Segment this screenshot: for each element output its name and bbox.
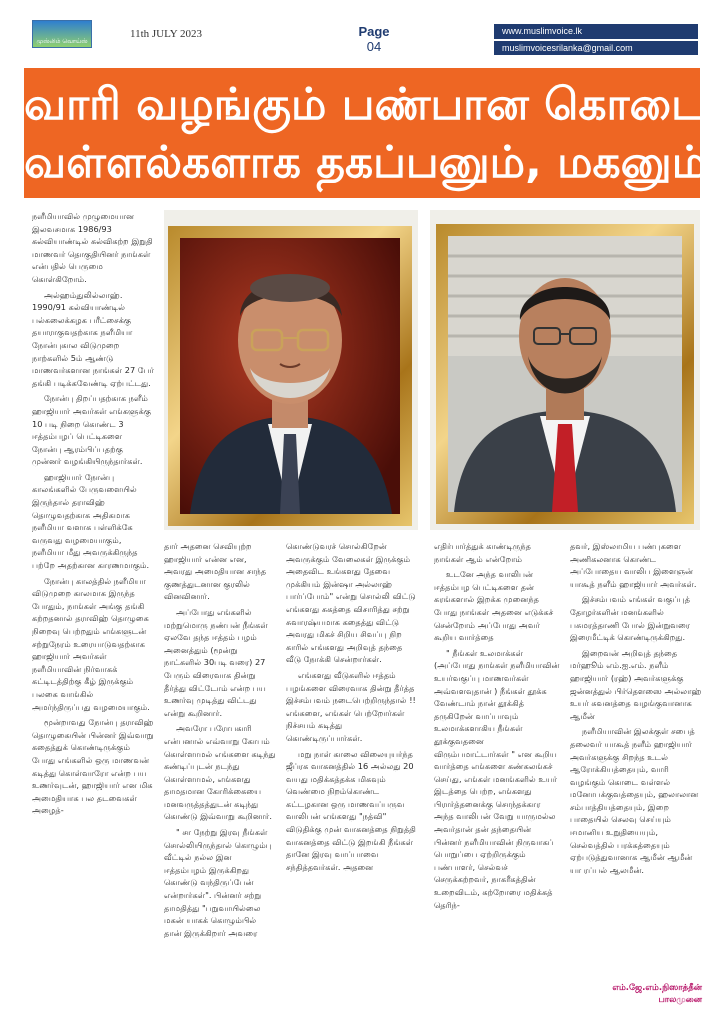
page-label: Page (358, 24, 390, 39)
paragraph: அவரோ பரோபகாரி என்பனால் எவ்வாறு கோபம் கொள்ளாமல் எங்களை கடிந்து கண்டிப்புடன் நடந்து கொள்ளாமல், எங்களது தாமதமான கோரிக்கையை மனவருத்தத்துடன் கடிந்து கொண்டு இவ்வாறு கூறினார். (164, 723, 276, 822)
author-place: பாலமுனை (658, 995, 702, 1005)
paragraph: " நீங்கள் உலமாக்கள் (அப்போது நாங்கள் நளீமியாவின் உயர்வகுப்பு மாணவர்கள் அவ்வளவுதான் ) நீங்கள் தூக்க வேண்டாம் நான் தூக்கித் தருகிறேன் வாப்பாவும் உலமாக்களாகிய நீங்கள் தூக்குவதனை விரும்பமாட்டார்கள் " என கூறிய வார்த்தை எங்களை கண்கலங்கச் செய்து, எங்கள் மனங்களில் உயர் இடத்தை பெற்ற, எங்களது பிரார்த்தனைக்கு சொந்தக்கார அந்த வாலிபன் வேறு யாருமல்ல அவர்தான் தன் தந்தையின் பின்னர் நளீமியாவின் நிருவாகப் பொறுப்பை ஏற்றிருக்கும் பண்பாளர், செல்வச் செருக்கற்றவர், நாகரீகத்தின் உறைவிடம், கற்றோரை மதிக்கத் தெரிந்- (434, 647, 560, 910)
newspaper-logo[interactable]: முஸ்லிம் வொய்ஸ் (32, 20, 92, 48)
paragraph: உடனே அந்த வாலிபன் ஈத்தம்பழ பெட்டிகளை தன் கரங்களால் இறக்க முனைந்த போது நாங்கள் அதனை எடுக்கச் சென்றோம் அப்போது அவர் கூறிய வார்த்தை (434, 569, 554, 643)
photo-father (164, 210, 418, 530)
paragraph: அப்போது எங்களில் மற்றுமொரு நண்பன் நீங்கள் ஏலவே தந்த ஈத்தம் பழம் அனைத்தும் (மூன்று நாட்களில் 30படி வரை) 27 பேரும் விரைவாக தின்று தீர்த்து விட்டோம் என்ற பய உணர்வு முடித்து விட்டது என்று கூறினார். (164, 606, 268, 718)
paragraph: நளீமியாவின் இலக்குள் சபைத் தலைவர் யாகூத் நளீம் ஹாஜியார் அவர்களுக்கு சிறந்த உடல் ஆரோக்கியத்தையும், வாரி வழங்கும் கொடை வள்ளல் மனோபக்குவத்தையும், ஹலாலான சம்பாத்தியத்தையும், இறை பாதையில் செலவு செய்யும் ஈமானிய உறுதியையும், செல்வத்தில் பரக்கத்தையும் ஏற்படுத்துவானாக ஆமீன் ஆமீன் யா ரப்பல் ஆலமீன். (570, 726, 699, 875)
paragraph: கொண்டுவரச் சொல்கிறேன் அவருக்கும் வேலைகள் இருக்கும் அதைவிட உங்களது தேவை முக்கியம் இன்ஷா அல்லாஹ் பார்ப்போம்" என்று சொல்லி விட்டு எங்களது சுகத்தை விசாரித்து சற்று சுவாரஷ்யமாக கதைத்து விட்டு அவரது மிகச் சிறிய சிவப்பு நிற காரில் எங்களது அறிவுத் தந்தை வீடு நோக்கி சென்றார்கள். (286, 541, 416, 665)
article-column-2 (164, 540, 276, 1010)
paragraph: மூன்றாவது நோன்பு தராவிஹ் தொழுகையின் பின்னர் இவ்வாறு கதைத்துக் கொண்டிருக்கும் போது எங்களில் ஒரு மாணவன் கடித்து கொள்வாரோ என்ற பய உணர்வுடன், ஹாஜியார் என மிக அமைதியாக பல தடவைகள் அழைத்- (32, 717, 154, 816)
article-column-4 (434, 540, 560, 1010)
paragraph: எதிர்பார்த்துக் காண்டிருந்த நாங்கள் ஆம் என்றோம் (434, 541, 531, 564)
paragraph: மறு நாள் காலை விலையுயர்ந்த ஜீப்ரக வாகனத்தில் 16 அல்லது 20 வயது மதிக்கத்தக்க மிகவும் வெண்மை நிறம்கொண்ட கட்டழகான ஒரு மாணவப்பருவ வாலிபன் எங்களது "நத்வி" விடுதிக்கு முன் வாகனத்தை நிறுத்தி வாகனத்தை விட்டு இறங்கி நீங்கள் தானே இரவு வாப்பாவை சந்தித்தவர்கள். அதனை (286, 748, 416, 872)
paragraph: இறைவன் அறிவுத் தந்தை மர்ஹூம் எம்.ஐ.எம். நளீம் ஹாஜியார் (ரஹ்) அவர்களுக்கு ஜன்னத்துல் பிர்தௌஸை அல்லாஹ் உயர் சுவனத்தை வழங்குவானாக ஆமீன் (570, 647, 702, 721)
photo-son (430, 210, 700, 530)
paragraph: ஹாஜியார் நோன்பு காலங்களில் பேருவளையில் இருந்தால் தராவிஹ் தொழுவதற்காக அதிகமாக நளீமியா வளாக பள்ளிக்கே வருவது வழமையாகும், நளீமியா மீது அவருக்கிருந்த பற்றே அதற்கான காரணமாகும். (32, 471, 150, 571)
portrait-father-illustration (180, 238, 400, 514)
headline-line-1: வாரி வழங்கும் பண்பான கொடை (24, 79, 707, 130)
website-link[interactable]: www.muslimvoice.lk (494, 24, 698, 39)
headline-line-2: வள்ளல்களாக தகப்பனும், மகனும் (24, 137, 708, 188)
paragraph: எங்களது வீடுகளில் ஈத்தம் பழங்களை விரைவாக தின்று தீர்த்த இச்சம்பவம் நடைபெற்றிருந்தால் !! எங்களை, எங்கள் பெற்றோர்கள் நிச்சயம் கடித்து கொண்டிருப்பார்கள். (286, 669, 416, 743)
paragraph: நோன்பு திறப்பதற்காக நளீம் ஹாஜியார் அவர்கள் எங்களுக்கு 10 படி நிறை கொண்ட 3 ஈத்தம்பழப் பெட்டிகளை நோன்பு ஆரம்பிப்பதற்கு முன்னர் வழங்கியிருந்தார்கள். (32, 393, 152, 467)
portrait-son-illustration (448, 236, 682, 512)
article-column-3 (286, 540, 416, 1010)
paragraph: இச்சம்பவம் எங்கள் வகுப்புத் தோழர்களின் மனங்களில் பசுமரத்தாணி போல் இன்றுவரை இரைமீட்டிக் கொண்டிருக்கிறது. (570, 594, 691, 643)
author-name: எம்.ஜே.எம்.நிஸாத்தீன் (612, 983, 702, 993)
article-column-5 (570, 540, 702, 980)
paragraph: தார் அதனை செவியுற்ற ஹாஜியார் என்ன என, அவரது அமைதியான சாந்த குணத்துடனான குரலில் வினவினார். (164, 541, 267, 602)
portrait-background (180, 238, 400, 514)
paragraph: தவர், இஸ்லாமிய பண்புகளை அணிகலனாக கொண்ட அப்போதைய வாலிப இளைஞன் யாகூத் நளீம் ஹாஜியார் அவர்கள். (570, 541, 697, 589)
masthead (0, 0, 724, 56)
page-number: 04 (366, 39, 382, 54)
issue-date: 11th JULY 2023 (130, 28, 203, 40)
portrait-background (448, 236, 682, 512)
paragraph: அல்ஹம்துலில்லாஹ். 1990/91 கல்வியாண்டில் பல்கலைக்கழக பரீட்சைக்கு தயாராகுவதற்காக நளீமியா நோன்புகால விடுமுறை நாற்களில் 5ம் ஆண்டு மாணவர்களான நாங்கள் 27 பேர் தங்கி படிக்கவேண்டி ஏற்பட்டது. (32, 289, 154, 388)
page-indicator (340, 24, 408, 56)
paragraph: " சா நேற்று இரவு நீங்கள் சொல்லியிருந்தால் கொழும்பு வீட்டில் நல்ல இன ஈத்தம்பழம் இருக்கிறது கொண்டு வந்திருப்பேன் என்றார்கள்". பின்னர் சற்று தாமதித்து "பறுவாயில்லை மகன் யாகக் கொழும்பில் தான் இருக்கிறார் அவரை (164, 827, 272, 938)
paragraph: நளீமியாவில் முழுமையான இலவசமாக 1986/93 கல்வியாண்டில் கல்விகற்ற இறுதி மாணவர் தொகுதியினர் நாங்கள் என்பதில் பெருமை கொள்கிறோம். (32, 211, 153, 284)
headline-banner (24, 68, 708, 198)
paragraph: நோன்பு காலத்தில் நளீமியா விடுமுறை காலமாக இருந்த போதும், நாங்கள் அங்கு தங்கி கற்றதனால் தராவிஹ் தொழுகை நிறைவு பெற்றதும் எங்களுடன் சற்றுநேரம் உரையாடுவதற்காக ஹாஜியார் அவர்கள் நளீமியாவின் நிர்வாகக் கட்டிடத்திற்கு கீழ் இருக்கும் பலகை வாங்கில் அமர்ந்திருப்பது வழமையாகும். (32, 575, 150, 712)
article-column-1 (32, 210, 154, 1010)
author-signature (582, 982, 702, 1006)
email-link[interactable]: muslimvoicesrilanka@gmail.com (494, 41, 698, 55)
